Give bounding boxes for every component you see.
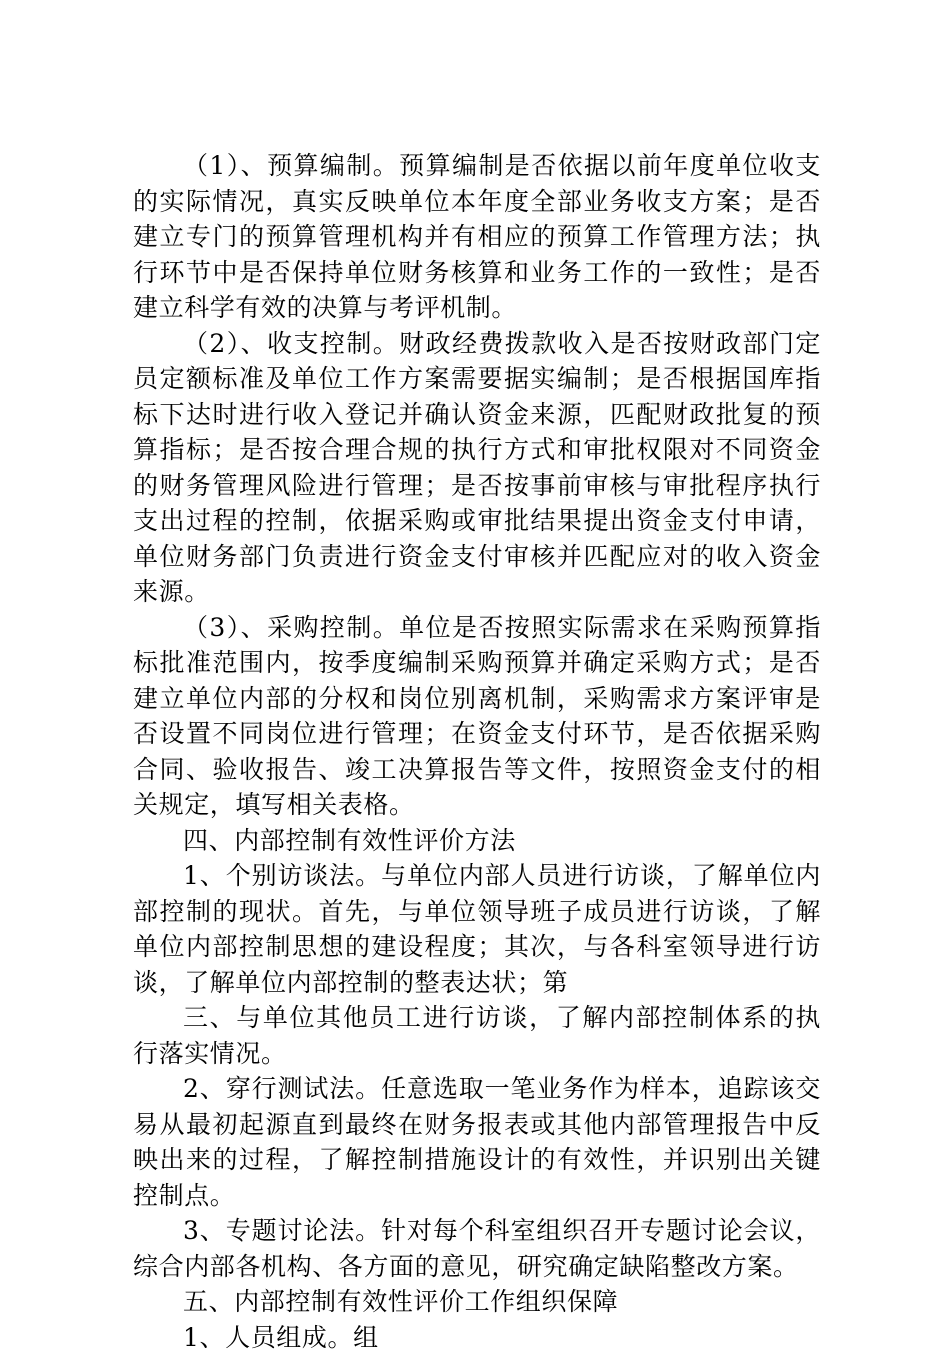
section-heading-evaluation-methods: 四、内部控制有效性评价方法: [133, 823, 821, 859]
paragraph-topic-discussion: 3、专题讨论法。针对每个科室组织召开专题讨论会议，综合内部各机构、各方面的意见，研究确定缺陷整改方案。: [133, 1213, 821, 1284]
paragraph-walkthrough-test: 2、穿行测试法。任意选取一笔业务作为样本，追踪该交易从最初起源直到最终在财务报表或其他内部管理报告中反映出来的过程，了解控制措施设计的有效性，并识别出关键控制点。: [133, 1071, 821, 1213]
paragraph-procurement-control: （3）、采购控制。单位是否按照实际需求在采购预算指标批准范围内，按季度编制采购预算并确定采购方式；是否建立单位内部的分权和岗位别离机制，采购需求方案评审是否设置不同岗位进行管理；在资金支付环节，是否依据采购合同、验收报告、竣工决算报告等文件，按照资金支付的相关规定，填写相关表格。: [133, 610, 821, 823]
paragraph-staff-composition: 1、人员组成。组: [133, 1320, 821, 1355]
paragraph-budget-compilation: （1）、预算编制。预算编制是否依据以前年度单位收支的实际情况，真实反映单位本年度全部业务收支方案；是否建立专门的预算管理机构并有相应的预算工作管理方法；执行环节中是否保持单位财务核算和业务工作的一致性；是否建立科学有效的决算与考评机制。: [133, 148, 821, 326]
paragraph-interview-method: 1、个别访谈法。与单位内部人员进行访谈，了解单位内部控制的现状。首先，与单位领导班子成员进行访谈，了解单位内部控制思想的建设程度；其次，与各科室领导进行访谈，了解单位内部控制的整表达状；第: [133, 858, 821, 1000]
paragraph-interview-method-continued: 三、与单位其他员工进行访谈，了解内部控制体系的执行落实情况。: [133, 1000, 821, 1071]
section-heading-organization-guarantee: 五、内部控制有效性评价工作组织保障: [133, 1284, 821, 1320]
document-body: [133, 148, 821, 1355]
paragraph-revenue-expenditure-control: （2）、收支控制。财政经费拨款收入是否按财政部门定员定额标准及单位工作方案需要据实编制；是否根据国库指标下达时进行收入登记并确认资金来源，匹配财政批复的预算指标；是否按合理合规的执行方式和审批权限对不同资金的财务管理风险进行管理；是否按事前审核与审批程序执行支出过程的控制，依据采购或审批结果提出资金支付申请，单位财务部门负责进行资金支付审核并匹配应对的收入资金来源。: [133, 326, 821, 610]
